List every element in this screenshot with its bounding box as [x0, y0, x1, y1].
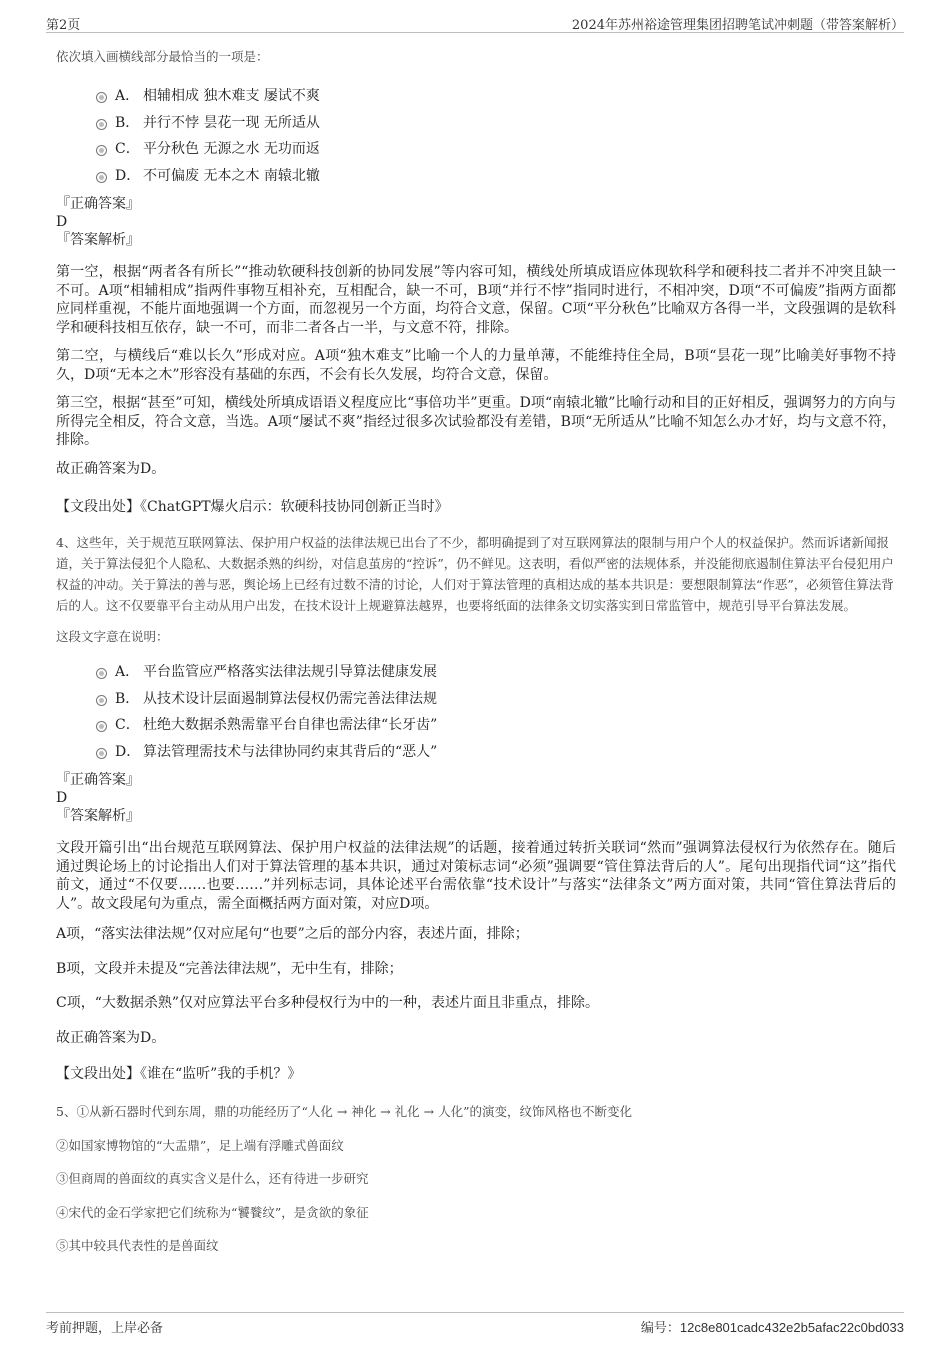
radio-button[interactable] [96, 92, 107, 103]
q3-answer-label: 『正确答案』 [56, 196, 140, 212]
q3-conclusion: 故正确答案为D。 [56, 460, 166, 477]
q3-intro: 依次填入画横线部分最恰当的一项是： [56, 49, 269, 64]
option-letter: D． [115, 743, 141, 760]
option-text: 相辅相成 独木难支 屡试不爽 [143, 88, 320, 104]
q3-analysis-paragraph: 第二空，与横线后“难以长久”形成对应。A项“独木难支”比喻一个人的力量单薄，不能维持住全局，B项“昙花一现”比喻美好事物不持久，D项“无本之木”形容没有基础的东西，不会有长久发展，均符合文意，保留。 [56, 348, 896, 383]
option-text: 平台监管应严格落实法律法规引导算法健康发展 [143, 664, 437, 680]
option-letter: C． [115, 141, 140, 157]
document-title: 2024年苏州裕途管理集团招聘笔试冲刺题（带答案解析） [571, 18, 904, 33]
q4-question: 这段文字意在说明： [56, 629, 169, 644]
option-letter: B． [115, 690, 140, 707]
option-letter: D． [115, 167, 141, 184]
q4-options [96, 661, 896, 767]
option-text: 不可偏废 无本之木 南辕北辙 [143, 167, 320, 184]
q4-answer: D [56, 790, 68, 806]
q4-source: 【文段出处】《谁在“监听”我的手机？》 [56, 1066, 302, 1082]
radio-button[interactable] [96, 748, 107, 759]
q5-sentence-1: 5、①从新石器时代到东周，鼎的功能经历了“人化 → 神化 → 礼化 → 人化”的演变，纹饰风格也不断变化 [56, 1104, 632, 1119]
q3-option-c[interactable] [96, 138, 896, 165]
q3-answer: D [56, 214, 68, 230]
radio-button[interactable] [96, 145, 107, 156]
option-letter: A． [115, 88, 140, 104]
q4-stem: 4、这些年，关于规范互联网算法、保护用户权益的法律法规已出台了不少，都明确提到了对互联网算法的限制与用户个人的权益保护。然而诉诸新闻报道，关于算法侵犯个人隐私、大数据杀熟的纠纷，对信息茧房的“控诉”，仍不鲜见。这表明，看似严密的法规体系，并没能彻底遏制住算法平台侵犯用户权益的冲动。关于算法的善与恶，舆论场上已经有过数不清的讨论，人们对于算法管理的真相达成的基本共识是：要想限制算法“作恶”，必须管住算法背后的人。这不仅要靠平台主动从用户出发，在技术设计上规避算法越界，也要将纸面的法律条文切实落实到日常监管中，规范引导平台算法发展。 [56, 535, 894, 613]
page-header [46, 12, 904, 33]
radio-button[interactable] [96, 172, 107, 183]
option-letter: A． [115, 664, 140, 680]
q4-option-b[interactable] [96, 688, 896, 715]
q3-analysis-label: 『答案解析』 [56, 232, 140, 248]
option-text: 杜绝大数据杀熟需靠平台自律也需法律“长牙齿” [143, 717, 438, 733]
page-content [56, 40, 896, 1271]
q4-analysis-paragraph: 文段开篇引出“出台规范互联网算法、保护用户权益的法律法规”的话题，接着通过转折关联词“然而”强调算法侵权行为依然存在。随后通过舆论场上的讨论指出人们对于算法管理的基本共识，通过对策标志词“必须”强调要“管住算法背后的人”。尾句出现指代词“这”指代前文，通过“不仅要……也要……”并列标志词，具体论述平台需依靠“技术设计”与落实“法律条文”两方面对策，共同“管住算法背后的人”。故文段尾句为重点，需全面概括两方面对策，对应D项。 [56, 840, 896, 912]
q4-analysis-label: 『答案解析』 [56, 808, 140, 824]
footer-slogan: 考前押题，上岸必备 [46, 1321, 164, 1336]
q5-sentence-4: ④宋代的金石学家把它们统称为“饕餮纹”，是贪欲的象征 [56, 1204, 369, 1220]
option-letter: B． [115, 114, 140, 131]
option-letter: C． [115, 717, 140, 733]
q5-block [56, 1103, 896, 1255]
q4-answer-label: 『正确答案』 [56, 772, 140, 788]
q3-source: 【文段出处】《ChatGPT爆火启示：软硬科技协同创新正当时》 [56, 499, 449, 515]
q4-option-a[interactable] [96, 661, 896, 688]
option-text: 算法管理需技术与法律协同约束其背后的“恶人” [143, 743, 438, 760]
radio-button[interactable] [96, 668, 107, 679]
q3-option-b[interactable] [96, 112, 896, 139]
q3-analysis-paragraph: 第三空，根据“甚至”可知，横线处所填成语语义程度应比“事倍功半”更重。D项“南辕北辙”比喻行动和目的正好相反，强调努力的方向与所得完全相反，符合文意，当选。A项“屡试不爽”指经过很多次试验都没有差错，B项“无所适从”比喻不知怎么办才好，均与文意不符，排除。 [56, 395, 896, 448]
code-value: 12c8e801cadc432e2b5afac22c0bd033 [679, 1320, 904, 1335]
page-footer [46, 1312, 904, 1337]
q4-analysis-paragraph: B项，文段并未提及“完善法律法规”，无中生有，排除； [56, 960, 403, 977]
q3-analysis-paragraph: 第一空，根据“两者各有所长”“推动软硬科技创新的协同发展”等内容可知，横线处所填成语应体现软科学和硬科技二者并不冲突且缺一不可。A项“相辅相成”指两件事物互相补充，互相配合，缺一不可，B项“并行不悖”指同时进行，不相冲突，D项“不可偏废”指两方面都应同样重视，不能片面地强调一个方面，而忽视另一个方面，均符合文意，保留。C项“平分秋色”比喻双方各得一半，文段强调的是软科学和硬科技相互依存，缺一不可，而非二者各占一半，与文意不符，排除。 [56, 264, 896, 336]
q4-option-c[interactable] [96, 714, 896, 741]
radio-button[interactable] [96, 721, 107, 732]
option-text: 平分秋色 无源之水 无功而返 [143, 141, 320, 157]
code-label: 编号： [640, 1321, 680, 1336]
q3-option-d[interactable] [96, 165, 896, 192]
option-text: 并行不悖 昙花一现 无所适从 [143, 114, 320, 131]
q3-option-a[interactable] [96, 85, 896, 112]
q5-sentence-5: ⑤其中较具代表性的是兽面纹 [56, 1238, 219, 1253]
page-number: 第2页 [46, 18, 81, 33]
q5-sentence-2: ②如国家博物馆的“大盂鼎”，足上端有浮雕式兽面纹 [56, 1137, 344, 1153]
q4-analysis-paragraph: C项，“大数据杀熟”仅对应算法平台多种侵权行为中的一种，表述片面且非重点，排除。 [56, 995, 600, 1011]
q4-analysis-paragraph: A项，“落实法律法规”仅对应尾句“也要”之后的部分内容，表述片面，排除； [56, 926, 529, 942]
radio-button[interactable] [96, 119, 107, 130]
radio-button[interactable] [96, 695, 107, 706]
document-code [641, 1317, 904, 1336]
q3-options [96, 85, 896, 191]
q4-conclusion: 故正确答案为D。 [56, 1029, 166, 1046]
option-text: 从技术设计层面遏制算法侵权仍需完善法律法规 [143, 690, 437, 707]
q5-sentence-3: ③但商周的兽面纹的真实含义是什么，还有待进一步研究 [56, 1171, 369, 1186]
q4-option-d[interactable] [96, 741, 896, 768]
